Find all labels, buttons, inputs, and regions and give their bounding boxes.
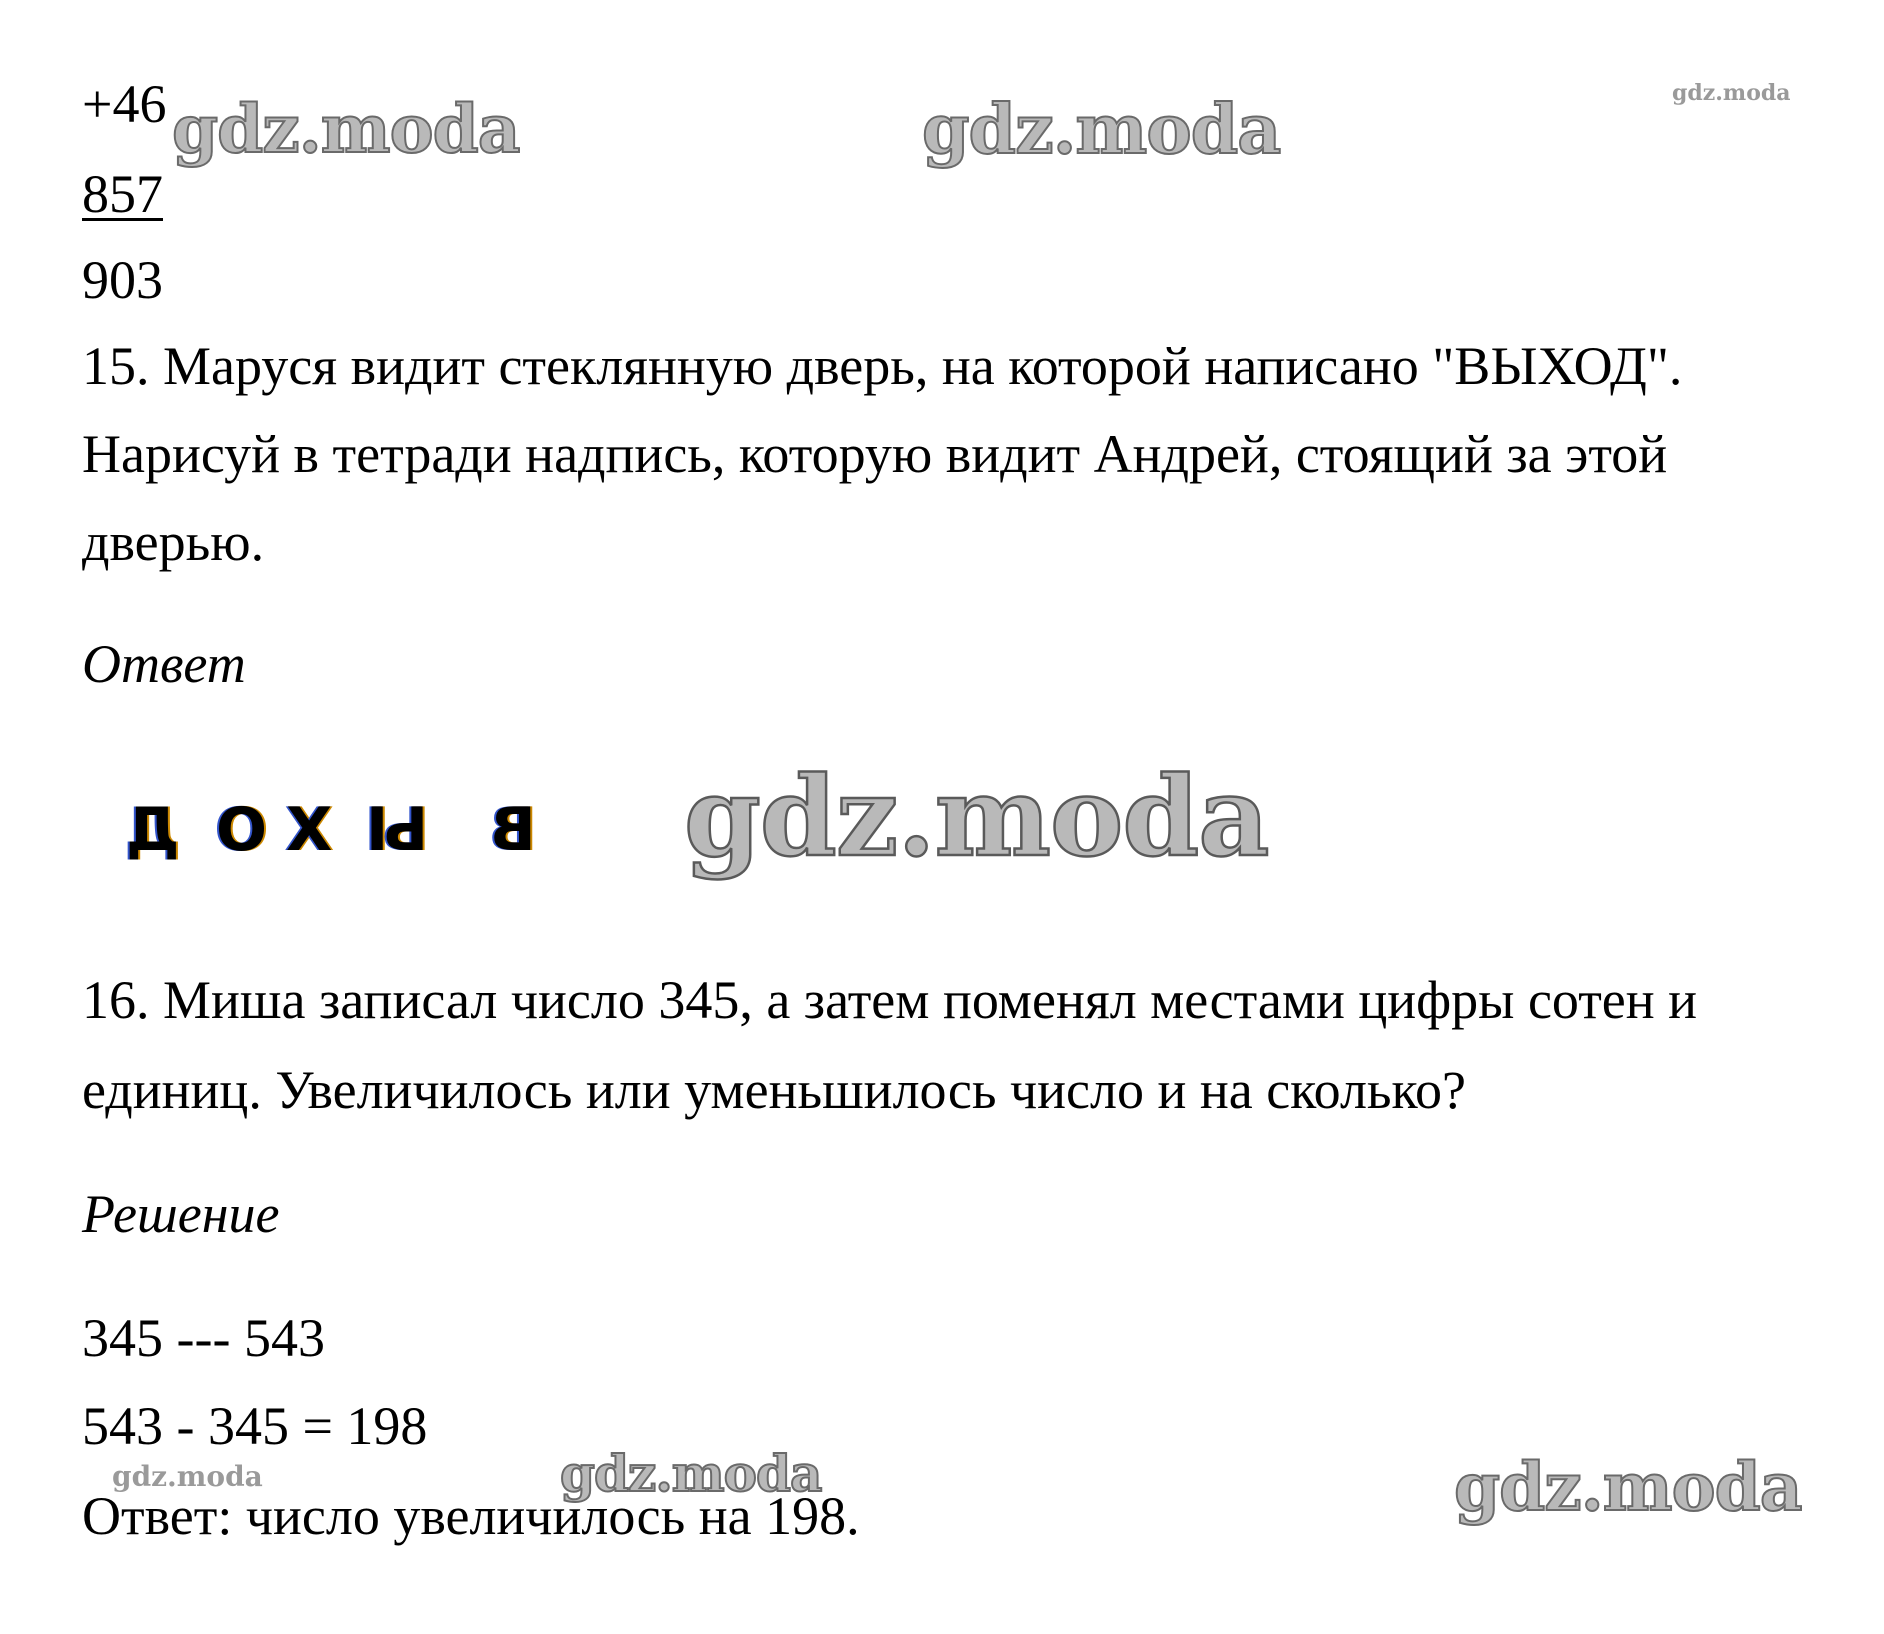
solution-label: Решение (82, 1184, 280, 1244)
watermark: gdz.moda (1672, 80, 1791, 106)
mirrored-letter: Ы (366, 795, 429, 865)
watermark: gdz.moda (560, 1444, 822, 1503)
watermark: gdz.moda (684, 752, 1269, 881)
mirrored-letter: О (216, 795, 268, 865)
watermark: gdz.moda (112, 1460, 263, 1493)
addend-bottom: 857 (82, 164, 163, 224)
mirrored-letter: Д (126, 795, 180, 865)
final-answer: Ответ: число увеличилось на 198. (82, 1486, 860, 1546)
sum-result: 903 (82, 250, 163, 310)
addend-top: +46 (82, 74, 167, 134)
task15-line3: дверью. (82, 512, 265, 572)
solution-step2: 543 - 345 = 198 (82, 1396, 428, 1456)
task15-line2: Нарисуй в тетради надпись, которую видит Андрей, стоящий за этой (82, 424, 1668, 484)
task16-line2: единиц. Увеличилось или уменьшилось число и на сколько? (82, 1060, 1466, 1120)
watermark: gdz.moda (1454, 1448, 1802, 1526)
watermark: gdz.moda (172, 90, 520, 168)
mirrored-exit-word (126, 790, 566, 870)
mirrored-letter: Х (286, 795, 333, 865)
task16-line1: 16. Миша записал число 345, а затем поменял местами цифры сотен и (82, 970, 1698, 1030)
mirrored-letter: В (490, 795, 536, 865)
task15-line1: 15. Маруся видит стеклянную дверь, на которой написано "ВЫХОД". (82, 336, 1683, 396)
watermark: gdz.moda (922, 90, 1281, 170)
solution-step1: 345 --- 543 (82, 1308, 325, 1368)
answer-label: Ответ (82, 634, 246, 694)
